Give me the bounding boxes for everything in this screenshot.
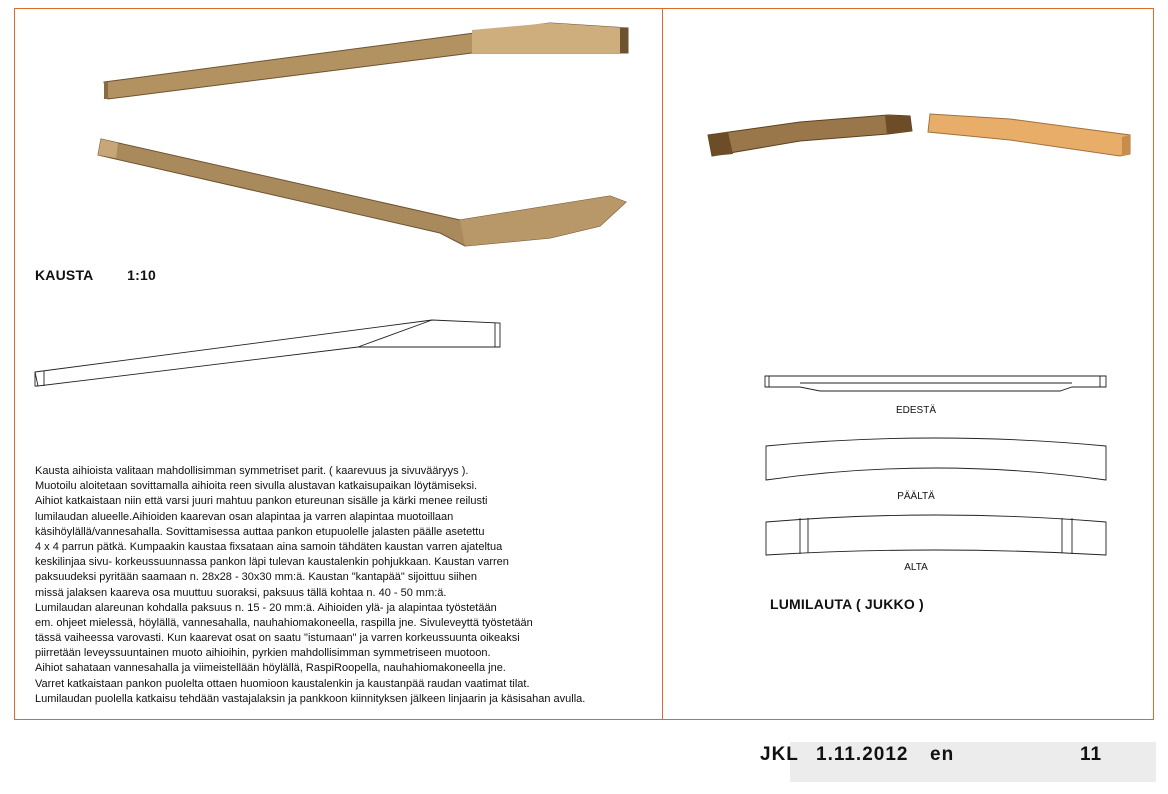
kausta-title [35, 267, 156, 283]
page-number: 11 [1080, 744, 1103, 765]
instruction-line: lumilaudan alueelle.Aihioiden kaarevan osan alapintaa ja varren alapintaa muotoillaan [35, 510, 454, 523]
instruction-line: Lumilaudan alareunan kohdalla paksuus n. 15 - 20 mm:ä. Aihioiden ylä- ja alapintaa työstetään [35, 601, 497, 614]
lumilauta-3d-pieces [708, 114, 1130, 156]
instruction-line: Kausta aihioista valitaan mahdollisimman symmetriset parit. ( kaarevuus ja sivuvääryys ). [35, 465, 469, 477]
view-label-front: EDESTÄ [895, 405, 936, 416]
footer-date: 1.11.2012 [816, 744, 909, 765]
kausta-straight-piece [104, 23, 628, 99]
kausta-title-text: KAUSTA [35, 267, 93, 283]
view-label-bottom: ALTA [904, 562, 928, 573]
instruction-line: Muotoilu aloitetaan sovittamalla aihioita reen sivulla alustavan katkaisupaikan löytämiseksi. [35, 480, 478, 493]
instruction-line: Varret katkaistaan pankon puolelta ottaen huomioon kaustalenkin ja kaustanpää raudan vaatimat tilat. [35, 677, 530, 690]
instruction-line: Lumilaudan puolella katkaisu tehdään vastajalaksin ja pankkoon kiinnityksen jälkeen linjaarin ja käsisahan avulla. [35, 692, 586, 705]
kausta-scale: 1:10 [127, 267, 156, 283]
instruction-line: käsihöylällä/vannesahalla. Sovittamisessa auttaa pankon etupuolelle jalasten päälle asetettu [35, 525, 485, 538]
instruction-line: Aihiot katkaistaan niin että varsi juuri mahtuu pankon etureunan sisälle ja kärki menee reilusti [35, 495, 488, 508]
instruction-line: missä jalaksen kaareva osa muuttuu suoraksi, paksuus tällä kohtaa n. 40 - 50 mm:ä. [35, 586, 447, 599]
kausta-instructions [35, 464, 655, 707]
lumilauta-title: LUMILAUTA ( JUKKO ) [770, 596, 924, 612]
lumilauta-front-view [765, 376, 1106, 391]
footer-lang: en [930, 744, 955, 765]
instruction-line: em. ohjeet mielessä, höylällä, vannesahalla, nauhahiomakoneella, raspilla jne. Sivuleveyttä työstetään [35, 616, 533, 629]
view-label-top: PÄÄLTÄ [897, 491, 935, 502]
instruction-line: piirretään leveyssuuntainen muoto aihioihin, pyrkien mahdollisimman symmetriseen muotoon. [35, 647, 491, 660]
instruction-line: keskilinjaa sivu- korkeussuunnassa pankon läpi tulevan kaustalenkin pohjukkaan. Kaustan varren [35, 556, 509, 569]
lumilauta-top-view [766, 438, 1106, 480]
instruction-line: Aihiot sahataan vannesahalla ja viimeistellään höylällä, RaspiRoopella, nauhahiomakoneella jne. [35, 662, 506, 675]
instruction-line: tässä vaiheessa varovasti. Kun kaarevat osat on saatu "istumaan" ja varren korkeussuunta oikeaksi [35, 632, 520, 645]
footer-org: JKL [760, 744, 799, 765]
kausta-curved-piece [98, 139, 626, 246]
instruction-line: 4 x 4 parrun pätkä. Kumpaakin kaustaa fixsataan aina samoin tähdäten kaustan varren ajateltua [35, 540, 503, 553]
kausta-outline [35, 320, 500, 386]
instruction-line: paksuudeksi pyritään saamaan n. 28x28 - 30x30 mm:ä. Kaustan "kantapää" sijoittuu siihen [35, 571, 477, 584]
lumilauta-bottom-view [766, 515, 1106, 555]
